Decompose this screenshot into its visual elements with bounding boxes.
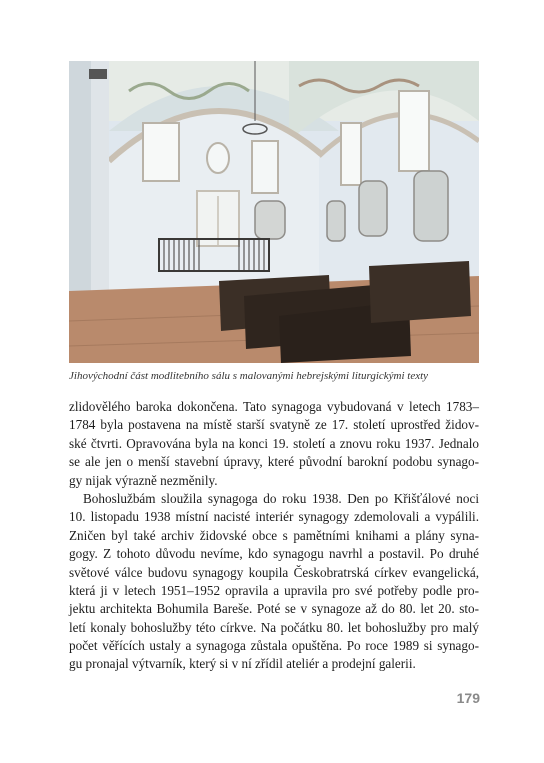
paragraph-line: světové válce budovu synagogy koupila Českobratrská církev evangelická, (69, 564, 479, 580)
paragraph-line: která ji v letech 1951–1952 opravila a upravila pro své potřeby podle pro- (69, 582, 479, 598)
paragraph-line: 10. listopadu 1938 místní nacisté interiér synagogy zdemolovali a vypálili. (69, 509, 479, 525)
paragraph-line: 1784 byla postavena na místě starší svatyně ze 17. století uprostřed židov- (69, 417, 479, 433)
paragraph-line: jektu architekta Bohumila Bareše. Poté se v synagoze až do 80. let 20. sto- (69, 601, 479, 617)
paragraph-line: gogy. Z tohoto důvodu nevíme, kdo synagogu navrhl a postavil. Po druhé (69, 546, 479, 562)
paragraph-line: letí konaly bohoslužby této církve. Na počátku 80. let bohoslužby pro malý (69, 619, 479, 635)
paragraph-line: Zničen byl také archiv židovské obce s pamětními knihami a plány syna- (69, 527, 479, 543)
photo-caption: Jihovýchodní část modlitebního sálu s malovanými hebrejskými liturgickými texty (69, 370, 429, 382)
paragraph-line: zlidovělého baroka dokončena. Tato synagoga vybudovaná v letech 1783– (69, 399, 479, 414)
paragraph-line: počet věřících ustaly a synagoga zůstala opuštěna. Po roce 1989 si synago- (69, 638, 479, 654)
synagogue-interior-photo (69, 61, 479, 363)
paragraph-line: gy nijak výrazně nezměnily. (69, 472, 218, 488)
paragraph-line: gu pronajal výtvarník, který si v ní zřídil ateliér a prodejní galerii. (69, 656, 416, 672)
paragraph-line: se ale jen o menší stavební úpravy, které původní barokní podobu synago- (69, 454, 479, 470)
paragraph-line: Bohoslužbám sloužila synagoga do roku 1938. Den po Křišťálové noci (83, 490, 479, 506)
body-text (69, 398, 479, 674)
paragraph-line: ské čtvrti. Opravována byla na konci 19. století a znovu roku 1937. Jednalo (69, 435, 479, 451)
page-number: 179 (456, 690, 480, 706)
